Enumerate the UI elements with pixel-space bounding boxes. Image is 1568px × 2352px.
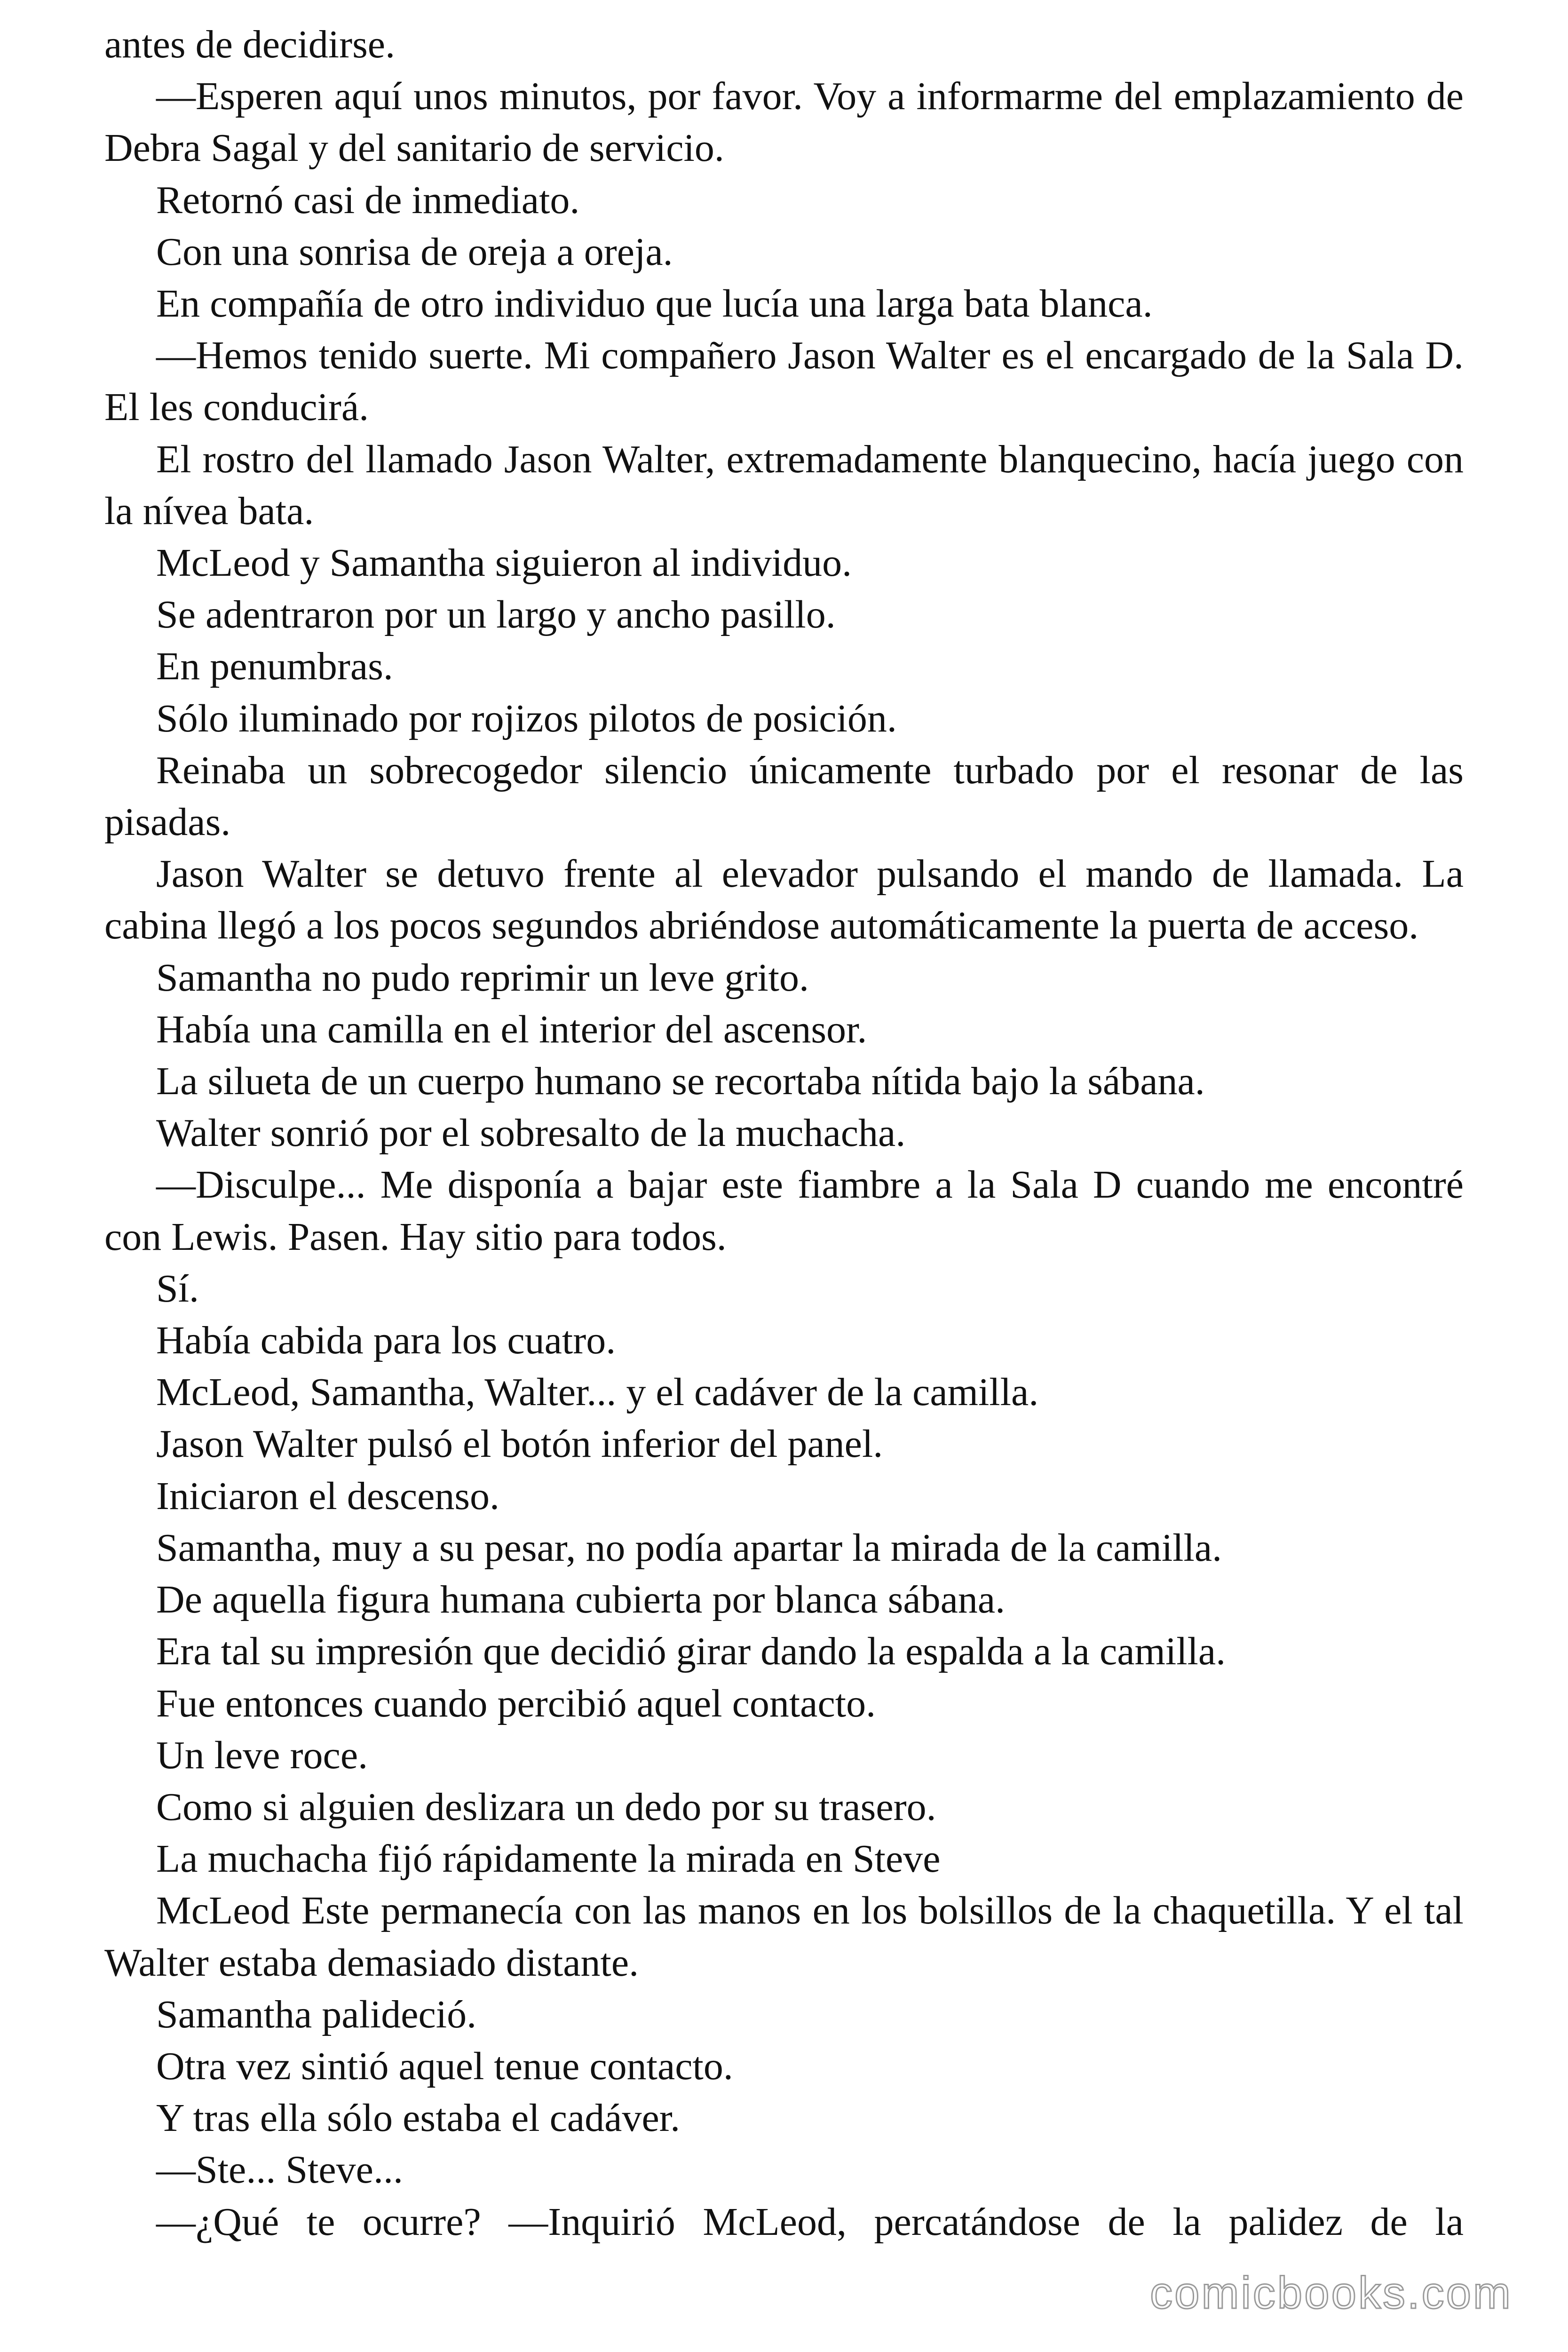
text-paragraph: —Esperen aquí unos minutos, por favor. Voy a informarme del emplazamiento de Debra Sagal y del sanitario de servicio. (104, 74, 1464, 170)
text-paragraph: Había cabida para los cuatro. (156, 1319, 616, 1363)
text-paragraph: Walter sonrió por el sobresalto de la muchacha. (156, 1111, 906, 1155)
text-paragraph: Otra vez sintió aquel tenue contacto. (156, 2044, 733, 2088)
text-paragraph: Y tras ella sólo estaba el cadáver. (156, 2096, 681, 2140)
text-paragraph: Reinaba un sobrecogedor silencio únicamente turbado por el resonar de las pisadas. (104, 748, 1464, 844)
text-paragraph: antes de decidirse. (104, 23, 396, 66)
watermark: comicbooks.com (1150, 2268, 1513, 2318)
text-paragraph: —Hemos tenido suerte. Mi compañero Jason Walter es el encargado de la Sala D. El les conducirá. (104, 334, 1464, 429)
text-paragraph: En compañía de otro individuo que lucía una larga bata blanca. (156, 282, 1153, 326)
book-page-body (104, 19, 1464, 2248)
text-paragraph: Como si alguien deslizara un dedo por su trasero. (156, 1785, 936, 1829)
text-paragraph: Con una sonrisa de oreja a oreja. (156, 230, 673, 274)
text-paragraph: Jason Walter pulsó el botón inferior del panel. (156, 1422, 883, 1466)
text-paragraph: Samantha, muy a su pesar, no podía apartar la mirada de la camilla. (156, 1526, 1222, 1570)
text-paragraph: El rostro del llamado Jason Walter, extremadamente blanquecino, hacía juego con la nívea bata. (104, 437, 1464, 533)
text-paragraph: Había una camilla en el interior del ascensor. (156, 1007, 867, 1051)
text-paragraph: McLeod, Samantha, Walter... y el cadáver de la camilla. (156, 1370, 1039, 1414)
text-paragraph: McLeod y Samantha siguieron al individuo. (156, 541, 852, 585)
text-paragraph: Iniciaron el descenso. (156, 1474, 500, 1518)
text-paragraph: Samantha palideció. (156, 1992, 477, 2036)
text-paragraph: En penumbras. (156, 644, 393, 689)
text-paragraph: Retornó casi de inmediato. (156, 178, 580, 222)
text-paragraph: —Ste... Steve... (156, 2148, 403, 2192)
text-paragraph: De aquella figura humana cubierta por blanca sábana. (156, 1578, 1006, 1622)
text-paragraph: Sí. (156, 1266, 199, 1311)
text-paragraph: Fue entonces cuando percibió aquel contacto. (156, 1681, 876, 1725)
text-paragraph: —¿Qué te ocurre? —Inquirió McLeod, percatándose de la palidez de la (156, 2200, 1464, 2244)
text-paragraph: La silueta de un cuerpo humano se recortaba nítida bajo la sábana. (156, 1059, 1205, 1104)
text-paragraph: Jason Walter se detuvo frente al elevador pulsando el mando de llamada. La cabina llegó a los pocos segundos abriéndose automáticamente la puerta de acceso. (104, 852, 1464, 948)
text-paragraph: Un leve roce. (156, 1733, 368, 1777)
text-paragraph: McLeod Este permanecía con las manos en los bolsillos de la chaquetilla. Y el tal Walter estaba demasiado distante. (104, 1889, 1464, 1985)
text-paragraph: —Disculpe... Me disponía a bajar este fiambre a la Sala D cuando me encontré con Lewis. Pasen. Hay sitio para todos. (104, 1163, 1464, 1259)
text-paragraph: Samantha no pudo reprimir un leve grito. (156, 955, 809, 1000)
text-paragraph: La muchacha fijó rápidamente la mirada en Steve (156, 1837, 941, 1881)
text-paragraph: Era tal su impresión que decidió girar dando la espalda a la camilla. (156, 1629, 1226, 1674)
text-paragraph: Sólo iluminado por rojizos pilotos de posición. (156, 696, 897, 740)
text-paragraph: Se adentraron por un largo y ancho pasillo. (156, 593, 836, 637)
